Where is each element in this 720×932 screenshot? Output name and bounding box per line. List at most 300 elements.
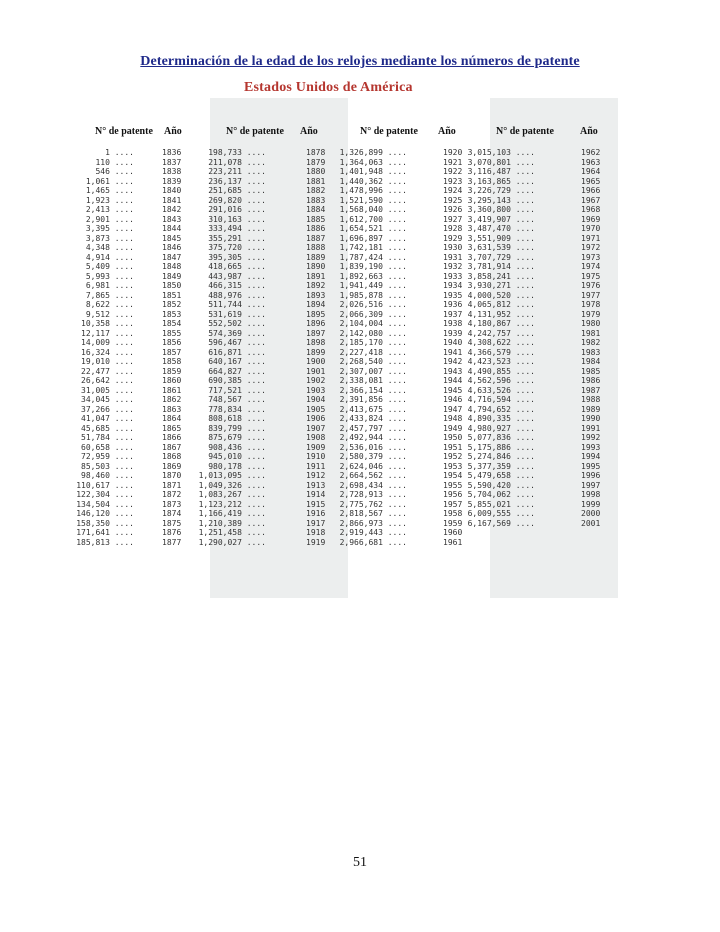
patent-year: 1919 [306,537,326,547]
patent-number: 3,419,907 .... [467,214,535,224]
patent-year: 1980 [581,319,601,328]
patent-year: 1912 [306,471,326,480]
patent-year: 1857 [162,347,182,357]
patent-number: 6,009,555 .... [467,509,535,518]
patent-number: 4,914 .... [85,252,134,262]
table-row [467,433,618,443]
table-row [76,480,198,491]
table-row [467,385,618,396]
patent-number: 4,490,855 .... [467,366,535,376]
table-row [339,281,482,291]
patent-number: 2,624,046 .... [339,461,407,471]
patent-number: 3,631,539 .... [467,243,535,252]
patent-year: 1850 [162,281,182,290]
patent-number: 596,467 .... [208,338,266,347]
table-row [467,509,618,519]
patent-rows [76,148,198,547]
patent-year: 1963 [581,157,601,167]
patent-year: 1954 [443,471,463,480]
table-row [467,452,618,462]
patent-number: 2,185,170 .... [339,338,407,347]
patent-year: 1946 [443,395,463,404]
table-row [467,271,618,282]
patent-year: 1845 [162,233,182,243]
patent-number: 4,348 .... [85,243,134,252]
patent-number: 4,423,523 .... [467,357,535,366]
table-row [467,366,618,377]
patent-year: 1988 [581,395,601,404]
patent-number: 45,685 .... [81,423,134,433]
patent-column-2 [198,98,348,598]
table-row [339,376,482,386]
patent-number: 211,078 .... [208,157,266,167]
patent-number: 5,377,359 .... [467,461,535,471]
patent-number: 22,477 .... [81,366,134,376]
table-row [467,186,618,196]
table-row [210,329,348,339]
patent-year: 1884 [306,205,326,214]
table-row [467,224,618,234]
patent-number: 778,834 .... [208,404,266,414]
patent-year: 1958 [443,509,463,518]
patent-number: 3,116,487 .... [467,167,535,176]
table-row [210,386,348,396]
table-row [198,499,348,510]
table-row [339,176,482,187]
patent-number: 8,622 .... [85,300,134,309]
patent-number: 4,562,596 .... [467,376,535,385]
patent-year: 1869 [162,461,182,471]
table-row [81,395,198,405]
patent-number: 1,478,996 .... [339,186,407,195]
patent-number: 9,512 .... [85,309,134,319]
patent-year: 1939 [443,328,463,338]
patent-year: 1837 [162,157,182,167]
table-row [467,195,618,206]
patent-year: 1878 [306,148,326,157]
patent-number: 1,364,063 .... [339,157,407,167]
table-row [81,385,198,396]
table-row [339,290,482,301]
patent-number: 60,658 .... [81,442,134,452]
table-row [467,205,618,215]
table-row [210,262,348,272]
table-row [467,281,618,291]
patent-year: 1966 [581,186,601,195]
patent-year: 1896 [306,319,326,328]
patent-number: 14,009 .... [81,338,134,347]
patent-number: 146,120 .... [76,509,134,518]
table-row [339,338,482,348]
patent-number-header: N° de patente [360,126,418,137]
patent-year: 1925 [443,195,463,205]
patent-column-4 [467,98,618,598]
patent-number: 2,391,856 .... [339,395,407,404]
patent-year: 1922 [443,167,463,176]
table-row [81,461,198,472]
table-row [210,177,348,187]
patent-year: 1892 [306,281,326,290]
patent-year: 1921 [443,157,463,167]
table-row [86,310,198,320]
patent-year: 1882 [306,186,326,195]
table-row [210,395,348,405]
table-row [81,442,198,453]
patent-number: 2,413 .... [85,205,134,214]
patent-number: 291,016 .... [208,205,266,214]
patent-year: 1874 [162,509,182,518]
table-row [210,196,348,206]
patent-number: 1,941,449 .... [339,281,407,290]
table-row [467,480,618,491]
table-row [86,291,198,301]
patent-number: 1,061 .... [85,176,134,186]
patent-year: 1908 [306,433,326,442]
patent-number: 945,010 .... [208,452,266,461]
table-row [339,205,482,215]
patent-year: 1891 [306,271,326,281]
table-row [210,424,348,434]
patent-year: 1846 [162,243,182,252]
table-row [467,423,618,434]
table-row [467,376,618,386]
patent-year: 1888 [306,243,326,252]
patent-year: 1916 [306,509,326,518]
table-row [339,528,482,538]
patent-number: 690,385 .... [208,376,266,385]
table-row [210,405,348,415]
patent-year: 1917 [306,518,326,528]
patent-number: 3,360,800 .... [467,205,535,214]
patent-number: 1,049,326 .... [198,480,266,490]
table-row [339,243,482,253]
table-row [86,253,198,263]
patent-year: 1968 [581,205,601,214]
patent-number: 3,873 .... [85,233,134,243]
patent-year: 1967 [581,195,601,205]
patent-year: 1990 [581,414,601,423]
table-row [339,195,482,206]
table-row [86,262,198,272]
patent-year: 1940 [443,338,463,347]
patent-year: 1867 [162,442,182,452]
table-row [210,281,348,291]
patent-number: 3,163,865 .... [467,176,535,186]
patent-year: 1887 [306,233,326,243]
column-header [86,126,198,140]
table-row [339,319,482,329]
patent-year: 1871 [162,480,182,490]
patent-year: 1873 [162,499,182,509]
patent-year: 1865 [162,423,182,433]
table-row [86,158,198,168]
table-row [467,518,618,529]
patent-year: 1868 [162,452,182,461]
table-row [198,537,348,548]
patent-year: 1894 [306,300,326,309]
table-row [467,471,618,481]
patent-year: 1872 [162,490,182,499]
table-row [467,167,618,177]
patent-number: 171,641 .... [76,528,134,537]
patent-number: 546 .... [95,167,134,176]
table-row [81,319,198,329]
patent-number: 5,077,836 .... [467,433,535,442]
patent-year: 1889 [306,252,326,262]
table-row [81,404,198,415]
table-row [76,518,198,529]
patent-number: 2,966,681 .... [339,537,407,547]
year-header: Año [438,126,456,137]
patent-number: 2,664,562 .... [339,471,407,480]
patent-year: 1875 [162,518,182,528]
patent-year: 1938 [443,319,463,328]
patent-number: 7,865 .... [85,290,134,300]
patent-year: 1851 [162,290,182,300]
table-row [210,291,348,301]
table-row [81,452,198,462]
table-row [81,328,198,339]
patent-number: 3,930,271 .... [467,281,535,290]
table-row [339,385,482,396]
patent-number: 110,617 .... [76,480,134,490]
table-row [210,433,348,443]
table-row [467,309,618,320]
patent-number: 2,366,154 .... [339,385,407,395]
patent-year: 1900 [306,357,326,366]
table-row [210,319,348,329]
patent-number-header: N° de patente [496,126,554,137]
table-row [339,224,482,234]
patent-year: 1864 [162,414,182,423]
patent-number: 51,784 .... [81,433,134,442]
patent-year: 1886 [306,224,326,233]
year-header: Año [164,126,182,137]
patent-year: 1984 [581,357,601,366]
patent-year: 1907 [306,423,326,433]
patent-number: 1,440,362 .... [339,176,407,186]
patent-year: 1909 [306,442,326,452]
patent-number: 269,820 .... [208,195,266,205]
table-row [339,148,482,158]
patent-number: 2,026,516 .... [339,300,407,309]
table-row [467,148,618,158]
patent-year: 1991 [581,423,601,433]
table-row [339,433,482,443]
table-row [86,272,198,282]
table-row [210,376,348,386]
table-row [210,158,348,168]
patent-number: 16,324 .... [81,347,134,357]
table-row [210,167,348,177]
table-row [86,243,198,253]
table-row [210,205,348,215]
patent-number: 158,350 .... [76,518,134,528]
patent-year: 1961 [443,537,463,547]
patent-column-1 [76,98,198,598]
patent-number: 1,013,095 .... [198,471,266,480]
patent-year: 1879 [306,157,326,167]
table-row [467,442,618,453]
table-row [198,509,348,519]
patent-number: 908,436 .... [208,442,266,452]
table-row [86,177,198,187]
table-row [76,537,198,548]
patent-number: 4,980,927 .... [467,423,535,433]
patent-year: 1983 [581,347,601,357]
patent-year: 1838 [162,167,182,176]
patent-number: 2,268,540 .... [339,357,407,366]
table-row [81,423,198,434]
table-row [210,338,348,348]
patent-year: 1949 [443,423,463,433]
patent-number: 2,104,004 .... [339,319,407,328]
patent-year: 1941 [443,347,463,357]
table-row [86,281,198,291]
patent-number: 333,494 .... [208,224,266,233]
patent-number: 3,858,241 .... [467,271,535,281]
patent-number: 511,744 .... [208,300,266,309]
patent-number: 3,487,470 .... [467,224,535,233]
patent-number: 4,794,652 .... [467,404,535,414]
patent-year: 1964 [581,167,601,176]
patent-number: 1,251,458 .... [198,528,266,537]
table-row [467,157,618,168]
patent-rows [467,148,618,528]
patent-year: 1975 [581,271,601,281]
patent-year: 1847 [162,252,182,262]
patent-year: 1863 [162,404,182,414]
table-row [467,328,618,339]
table-row [467,243,618,253]
table-row [86,215,198,225]
patent-year: 1981 [581,328,601,338]
table-row [210,452,348,462]
document-subtitle: Estados Unidos de América [244,80,413,95]
patent-year: 1915 [306,499,326,509]
patent-number: 375,720 .... [208,243,266,252]
patent-year: 1973 [581,252,601,262]
patent-year: 1935 [443,290,463,300]
patent-number: 616,871 .... [208,347,266,357]
table-row [198,480,348,491]
patent-number: 4,308,622 .... [467,338,535,347]
patent-number: 2,066,309 .... [339,309,407,319]
patent-number: 223,211 .... [208,167,266,176]
patent-number: 2,698,434 .... [339,480,407,490]
patent-year: 1876 [162,528,182,537]
column-header [350,126,482,140]
patent-number: 122,304 .... [76,490,134,499]
patent-year: 1970 [581,224,601,233]
patent-number: 2,492,944 .... [339,433,407,442]
patent-year: 1998 [581,490,601,499]
table-row [81,433,198,443]
table-row [339,480,482,491]
patent-number: 2,142,080 .... [339,328,407,338]
patent-number: 198,733 .... [208,148,266,157]
table-row [339,214,482,225]
table-row [339,499,482,510]
patent-number: 2,580,379 .... [339,452,407,461]
patent-year: 1905 [306,404,326,414]
patent-year: 1995 [581,461,601,471]
table-row [339,537,482,548]
patent-number: 3,070,801 .... [467,157,535,167]
table-row [198,528,348,538]
patent-year: 1843 [162,214,182,224]
table-row [467,233,618,244]
table-row [339,490,482,500]
patent-year: 1853 [162,309,182,319]
table-row [210,272,348,282]
patent-number: 808,618 .... [208,414,266,423]
table-row [86,167,198,177]
patent-number: 355,291 .... [208,233,266,243]
table-row [81,366,198,377]
patent-year: 1930 [443,243,463,252]
patent-number: 1,654,521 .... [339,224,407,233]
table-row [210,443,348,453]
table-row [467,290,618,301]
table-row [467,319,618,329]
patent-number: 640,167 .... [208,357,266,366]
patent-year: 1936 [443,300,463,309]
table-row [339,309,482,320]
patent-number: 4,890,335 .... [467,414,535,423]
patent-year: 1858 [162,357,182,366]
patent-year: 1913 [306,480,326,490]
patent-number: 5,855,021 .... [467,499,535,509]
table-row [86,205,198,215]
table-row [339,404,482,415]
patent-number: 3,295,143 .... [467,195,535,205]
patent-year: 1866 [162,433,182,442]
patent-number: 1,521,590 .... [339,195,407,205]
patent-number: 4,716,594 .... [467,395,535,404]
page-number: 51 [353,855,367,870]
table-row [210,348,348,358]
column-header [490,126,618,140]
patent-number: 5,479,658 .... [467,471,535,480]
table-row [86,234,198,244]
patent-number: 3,395 .... [85,224,134,233]
patent-year: 1927 [443,214,463,224]
patent-number: 72,959 .... [81,452,134,461]
patent-year: 1976 [581,281,601,290]
patent-year: 1862 [162,395,182,404]
table-row [210,215,348,225]
patent-number: 2,536,016 .... [339,442,407,452]
patent-year: 1971 [581,233,601,243]
patent-year: 1942 [443,357,463,366]
patent-year: 1944 [443,376,463,385]
patent-year: 1859 [162,366,182,376]
patent-number: 10,358 .... [81,319,134,328]
patent-year: 1929 [443,233,463,243]
patent-year: 1899 [306,347,326,357]
patent-year: 1986 [581,376,601,385]
patent-year: 1840 [162,186,182,195]
patent-number: 3,781,914 .... [467,262,535,271]
patent-year: 1947 [443,404,463,414]
patent-number: 2,919,443 .... [339,528,407,537]
patent-year: 1979 [581,309,601,319]
patent-number: 466,315 .... [208,281,266,290]
table-row [339,518,482,529]
patent-year: 1901 [306,366,326,376]
patent-number: 2,433,824 .... [339,414,407,423]
